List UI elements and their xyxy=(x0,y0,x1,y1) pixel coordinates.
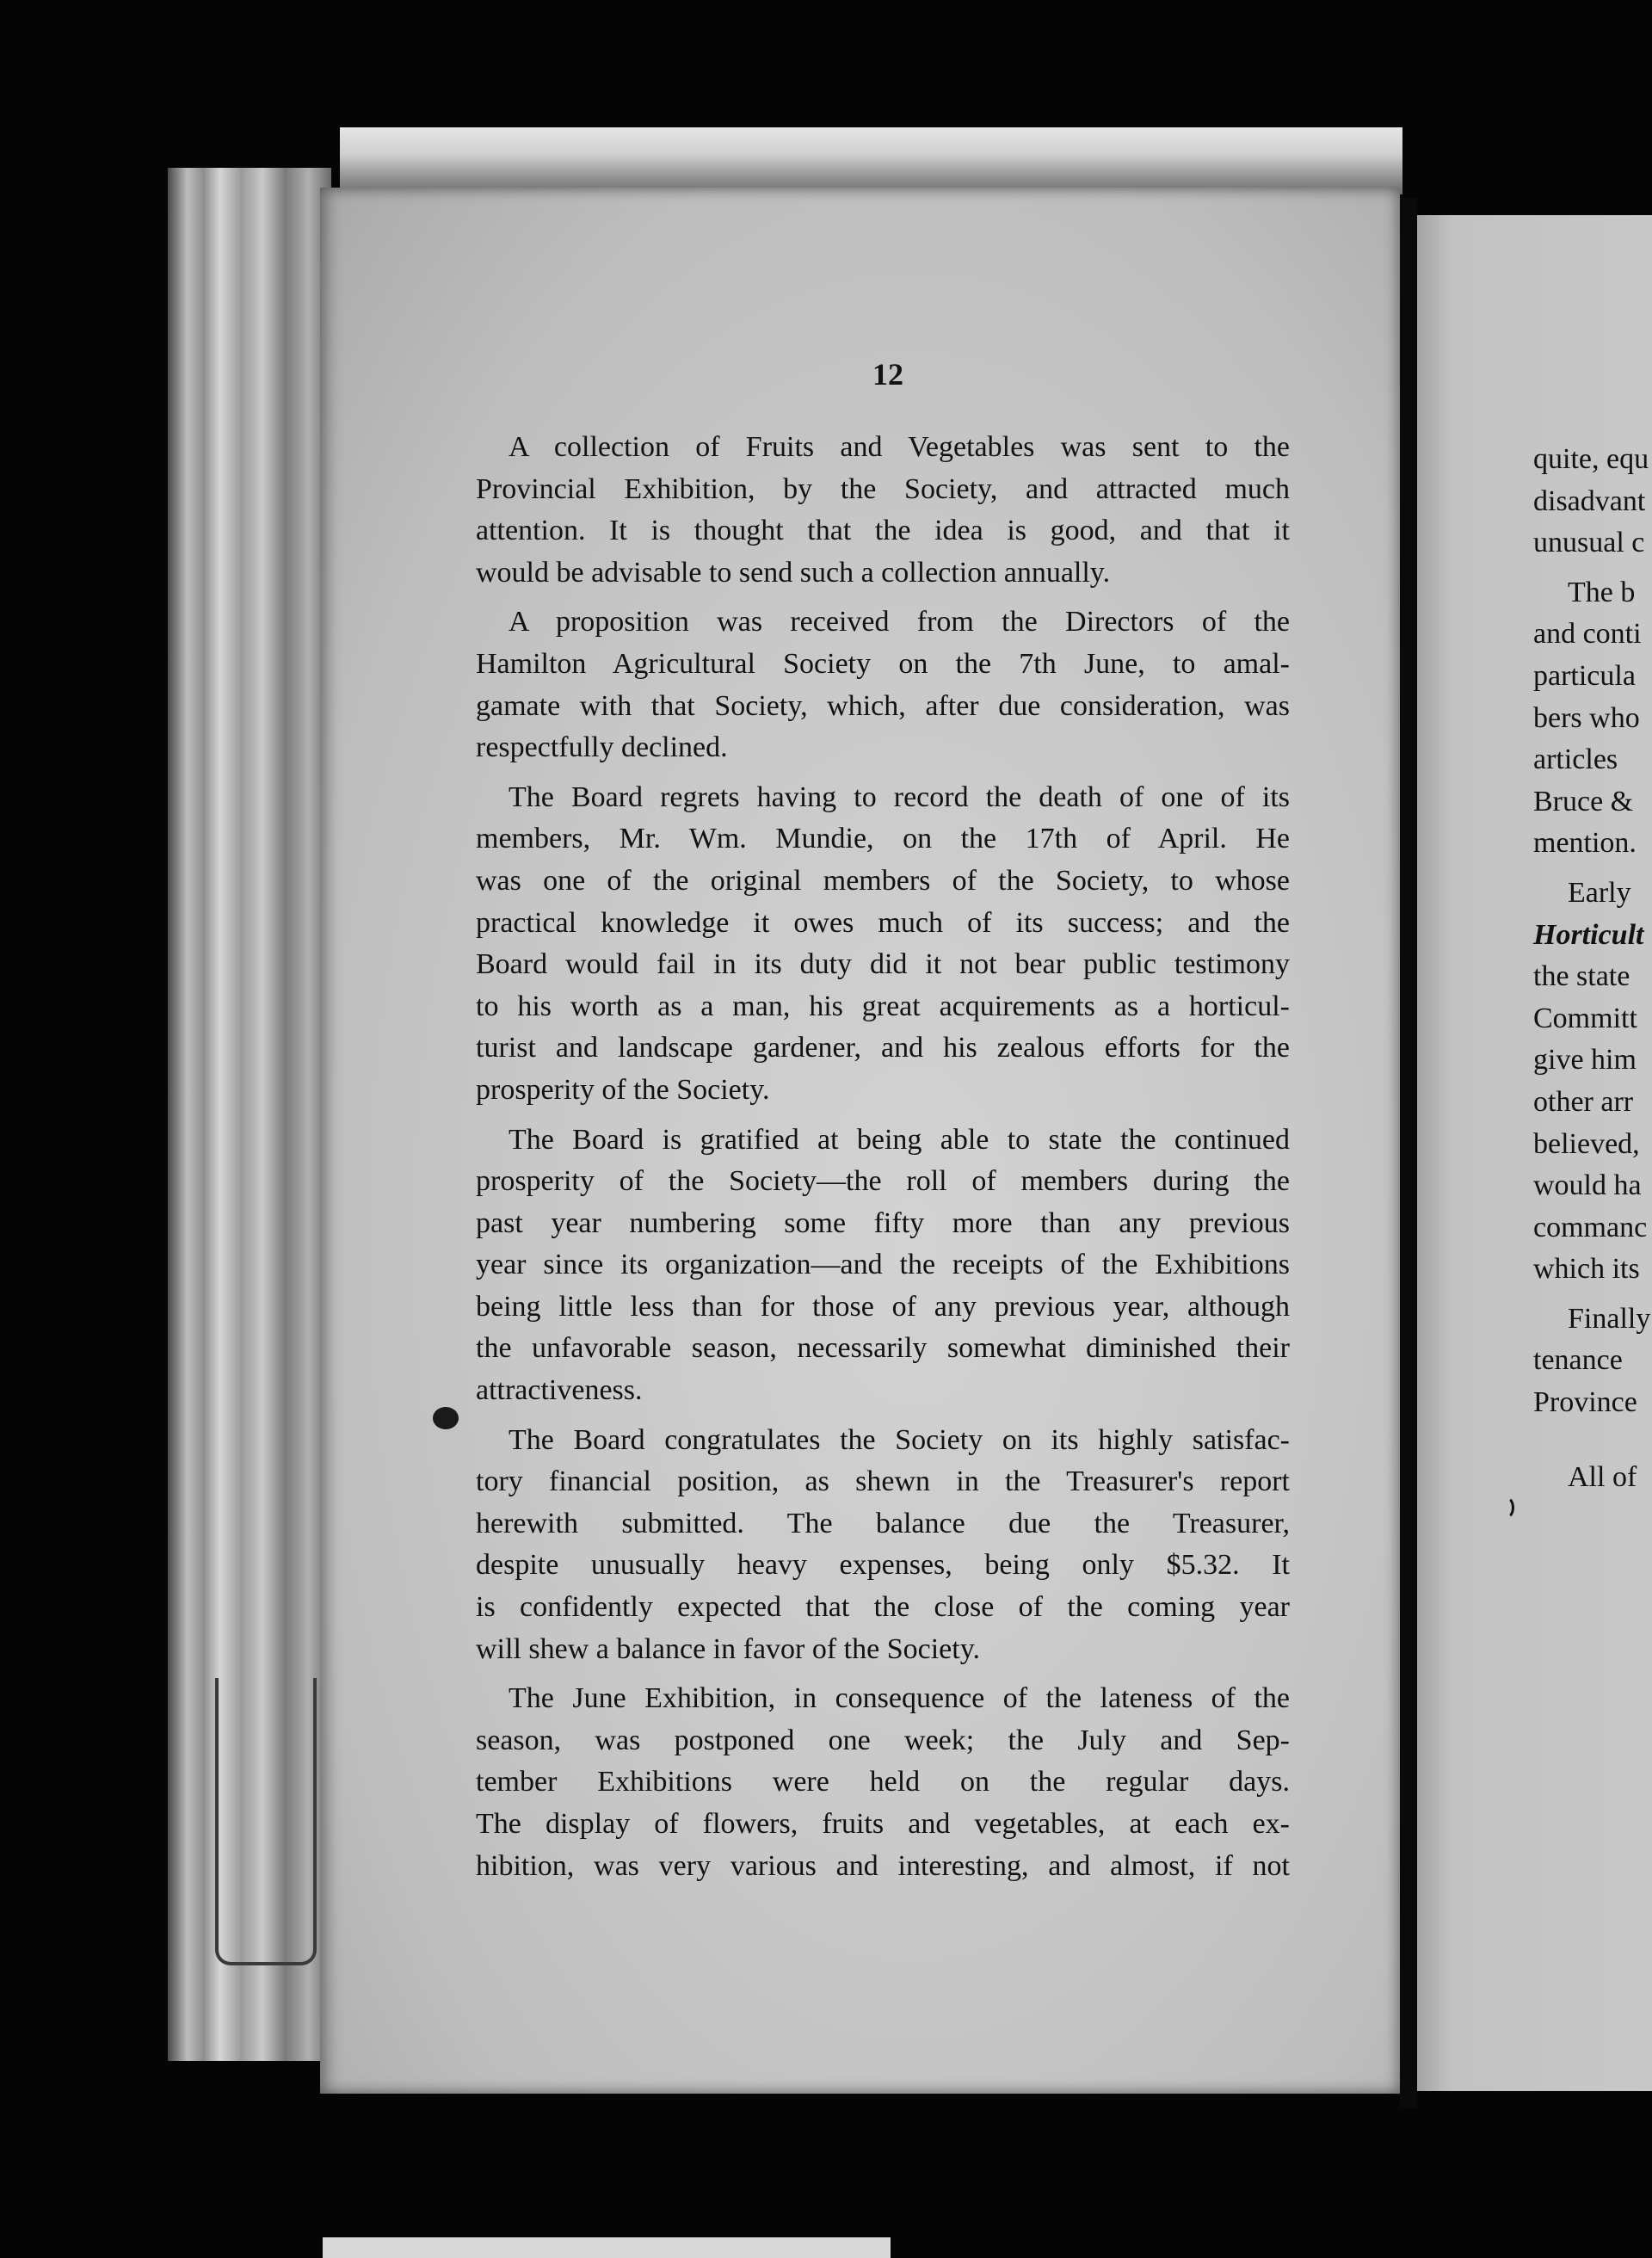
text-line: the unfavorable season, necessarily somewhat diminished their xyxy=(476,1332,1290,1365)
text-line: articles xyxy=(1533,743,1618,776)
text-line: will shew a balance in favor of the Society. xyxy=(476,1632,980,1665)
text-line: Provincial Exhibition, by the Society, and attracted much xyxy=(476,472,1290,505)
pencil-mark xyxy=(1495,1496,1514,1520)
text-line: Province xyxy=(1533,1386,1637,1419)
text-line: The June Exhibition, in consequence of the lateness of the xyxy=(509,1682,1290,1715)
text-line: All of xyxy=(1568,1460,1637,1493)
text-line: The Board regrets having to record the death of one of its xyxy=(509,780,1290,813)
text-line: members, Mr. Wm. Mundie, on the 17th of April. He xyxy=(476,823,1290,855)
text-line: tember Exhibitions were held on the regular days. xyxy=(476,1766,1290,1798)
text-line: Committ xyxy=(1533,1002,1637,1034)
paragraph-exhibitions xyxy=(476,1678,1290,1887)
text-line: Bruce & xyxy=(1533,785,1634,817)
text-line: A collection of Fruits and Vegetables was sent to the xyxy=(509,431,1290,463)
text-line: disadvant xyxy=(1533,484,1646,517)
text-line: despite unusually heavy expenses, being only $5.32. It xyxy=(476,1549,1290,1582)
page-number: 12 xyxy=(872,357,903,392)
book-binding-edge xyxy=(215,1678,317,1965)
right-page-body xyxy=(1533,439,1652,1498)
left-page-body xyxy=(476,427,1290,1895)
text-line: hibition, was very various and interesting, and almost, if not xyxy=(476,1849,1290,1882)
text-line: A proposition was received from the Directors of the xyxy=(509,606,1290,639)
text-line: and conti xyxy=(1533,618,1642,651)
text-line: respectfully declined. xyxy=(476,731,728,764)
text-line: season, was postponed one week; the July and Sep- xyxy=(476,1724,1290,1756)
paragraph-death-of-member xyxy=(476,777,1290,1112)
text-line: would be advisable to send such a collection annually. xyxy=(476,556,1111,589)
text-line: past year numbering some fifty more than any previous xyxy=(476,1206,1290,1239)
text-line: prosperity of the Society—the roll of members during the xyxy=(476,1165,1290,1198)
text-line: give him xyxy=(1533,1044,1637,1077)
text-line: The Board congratulates the Society on its highly satisfac- xyxy=(509,1423,1290,1456)
text-line: mention. xyxy=(1533,827,1637,860)
text-line: is confidently expected that the close of the coming year xyxy=(476,1591,1290,1624)
text-line: would ha xyxy=(1533,1169,1642,1202)
text-line: was one of the original members of the Society, to whose xyxy=(476,864,1290,897)
text-line: practical knowledge it owes much of its success; and the xyxy=(476,906,1290,939)
text-line: Hamilton Agricultural Society on the 7th June, to amal- xyxy=(476,647,1290,680)
text-line: to his worth as a man, his great acquirements as a horticul- xyxy=(476,990,1290,1022)
text-line: attention. It is thought that the idea is good, and that it xyxy=(476,515,1290,547)
text-line: particula xyxy=(1533,659,1636,692)
text-line: commanc xyxy=(1533,1211,1648,1243)
text-line: tory financial position, as shewn in the Treasurer's report xyxy=(476,1465,1290,1498)
text-line: which its xyxy=(1533,1253,1640,1286)
text-line: unusual c xyxy=(1533,527,1645,559)
paragraph-hamilton-proposition xyxy=(476,602,1290,768)
text-line: other arr xyxy=(1533,1085,1634,1118)
paragraph-fruits-vegetables xyxy=(476,427,1290,594)
text-line: bers who xyxy=(1533,701,1640,734)
text-line: The Board is gratified at being able to state the continued xyxy=(509,1123,1290,1156)
text-line: gamate with that Society, which, after due consideration, was xyxy=(476,689,1290,722)
paragraph-financial-position xyxy=(476,1420,1290,1671)
paragraph-prosperity xyxy=(476,1120,1290,1412)
text-line: quite, equ xyxy=(1533,443,1649,475)
text-line: prosperity of the Society. xyxy=(476,1073,770,1106)
text-line: Board would fail in its duty did it not bear public testimony xyxy=(476,948,1290,981)
text-line: year since its organization—and the receipts of the Exhibitions xyxy=(476,1249,1290,1281)
text-line: The display of flowers, fruits and vegetables, at each ex- xyxy=(476,1808,1290,1840)
text-line: being little less than for those of any previous year, although xyxy=(476,1290,1290,1323)
text-line: turist and landscape gardener, and his zealous efforts for the xyxy=(476,1032,1290,1064)
text-line: Early xyxy=(1568,876,1631,909)
text-line: Horticult xyxy=(1533,918,1644,951)
text-line: believed, xyxy=(1533,1127,1640,1160)
book-bottom-edge xyxy=(323,2237,891,2258)
text-line: tenance xyxy=(1533,1344,1623,1377)
book-top-edge xyxy=(340,127,1402,194)
text-line: herewith submitted. The balance due the Treasurer, xyxy=(476,1507,1290,1539)
text-line: The b xyxy=(1568,576,1636,608)
ink-blot xyxy=(433,1407,459,1429)
text-line: attractiveness. xyxy=(476,1374,643,1407)
page-gutter xyxy=(1400,198,1417,2108)
text-line: Finally xyxy=(1568,1302,1651,1335)
text-line: the state xyxy=(1533,960,1630,993)
